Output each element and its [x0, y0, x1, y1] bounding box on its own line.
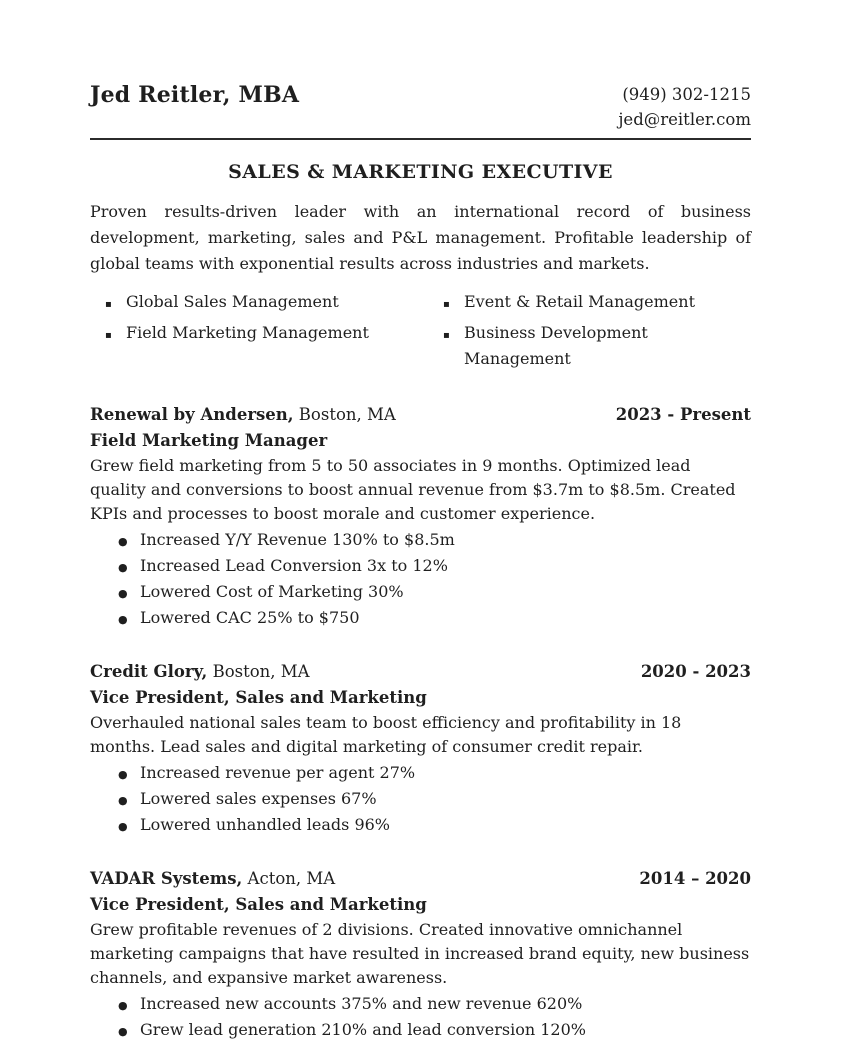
achievements-list: [90, 761, 751, 839]
phone-number: (949) 302-1215: [622, 85, 751, 104]
round-bullet-icon: ●: [118, 820, 128, 833]
company-location: Acton, MA: [247, 869, 336, 888]
skill-label: Global Sales Management: [126, 292, 339, 311]
contact-block: [618, 82, 751, 132]
employment-dates: 2023 - Present: [615, 405, 751, 424]
job-description: Grew profitable revenues of 2 divisions. Created innovative omnichannel marketing campaigns that have resulted in increased brand equity, new business channels, and expansive market awareness.: [90, 920, 750, 987]
company-name: VADAR Systems,: [90, 869, 243, 888]
company-line: [90, 403, 396, 427]
skill-label: Event & Retail Management: [464, 292, 695, 311]
achievement-item: [118, 992, 751, 1018]
round-bullet-icon: ●: [118, 794, 128, 807]
round-bullet-icon: ●: [118, 613, 128, 626]
achievement-text: Lowered CAC 25% to $750: [140, 608, 360, 627]
company-location: Boston, MA: [212, 662, 310, 681]
job-entry: [90, 867, 751, 1044]
achievement-item: [118, 761, 751, 787]
job-entry: [90, 403, 751, 632]
round-bullet-icon: ●: [118, 1025, 128, 1038]
achievement-text: Increased new accounts 375% and new revenue 620%: [140, 994, 583, 1013]
achievement-text: Lowered sales expenses 67%: [140, 789, 377, 808]
skill-item: [90, 320, 428, 372]
job-title: Field Marketing Manager: [90, 431, 328, 450]
skill-item: [90, 289, 428, 318]
candidate-name: Jed Reitler, MBA: [90, 82, 300, 108]
email-address: jed@reitler.com: [618, 110, 751, 129]
job-title: Vice President, Sales and Marketing: [90, 688, 427, 707]
job-title: Vice President, Sales and Marketing: [90, 895, 427, 914]
achievement-item: [118, 554, 751, 580]
achievement-item: [118, 787, 751, 813]
job-description: Overhauled national sales team to boost efficiency and profitability in 18 months. Lead sales and digital marketing of consumer credit repair.: [90, 713, 682, 756]
achievements-list: [90, 528, 751, 632]
achievement-text: Increased revenue per agent 27%: [140, 763, 416, 782]
job-entry: [90, 660, 751, 839]
square-bullet-icon: ▪: [443, 299, 450, 310]
round-bullet-icon: ●: [118, 587, 128, 600]
achievement-text: Lowered unhandled leads 96%: [140, 815, 391, 834]
company-line: [90, 660, 310, 684]
achievement-text: Increased Y/Y Revenue 130% to $8.5m: [140, 530, 455, 549]
company-name: Credit Glory,: [90, 662, 208, 681]
round-bullet-icon: ●: [118, 768, 128, 781]
square-bullet-icon: ▪: [443, 330, 450, 341]
company-location: Boston, MA: [298, 405, 396, 424]
achievement-text: Grew lead generation 210% and lead conversion 120%: [140, 1020, 586, 1039]
skills-list: [90, 289, 751, 372]
achievement-item: [118, 1018, 751, 1044]
resume-headline: SALES & MARKETING EXECUTIVE: [228, 161, 613, 183]
achievement-item: [118, 580, 751, 606]
skill-item: [428, 320, 751, 372]
achievement-item: [118, 606, 751, 632]
square-bullet-icon: ▪: [105, 330, 112, 341]
achievement-item: [118, 813, 751, 839]
skill-item: [428, 289, 751, 318]
resume-header: [90, 82, 751, 140]
square-bullet-icon: ▪: [105, 299, 112, 310]
round-bullet-icon: ●: [118, 535, 128, 548]
achievements-list: [90, 992, 751, 1044]
company-line: [90, 867, 335, 891]
round-bullet-icon: ●: [118, 999, 128, 1012]
achievement-item: [118, 528, 751, 554]
achievement-text: Lowered Cost of Marketing 30%: [140, 582, 404, 601]
employment-dates: 2014 – 2020: [639, 869, 751, 888]
summary-paragraph: Proven results-driven leader with an international record of business development, marketing, sales and P&L management. Profitable leadership of global teams with exponential results across industries and markets.: [90, 202, 751, 273]
job-header: [90, 403, 751, 427]
employment-dates: 2020 - 2023: [640, 662, 751, 681]
job-header: [90, 660, 751, 684]
job-header: [90, 867, 751, 891]
job-description: Grew field marketing from 5 to 50 associates in 9 months. Optimized lead quality and conversions to boost annual revenue from $3.7m to $8.5m. Created KPIs and processes to boost morale and customer experience.: [90, 456, 736, 523]
skill-label: Business Development Management: [464, 323, 648, 368]
round-bullet-icon: ●: [118, 561, 128, 574]
skill-label: Field Marketing Management: [126, 323, 369, 342]
achievement-text: Increased Lead Conversion 3x to 12%: [140, 556, 448, 575]
company-name: Renewal by Andersen,: [90, 405, 294, 424]
